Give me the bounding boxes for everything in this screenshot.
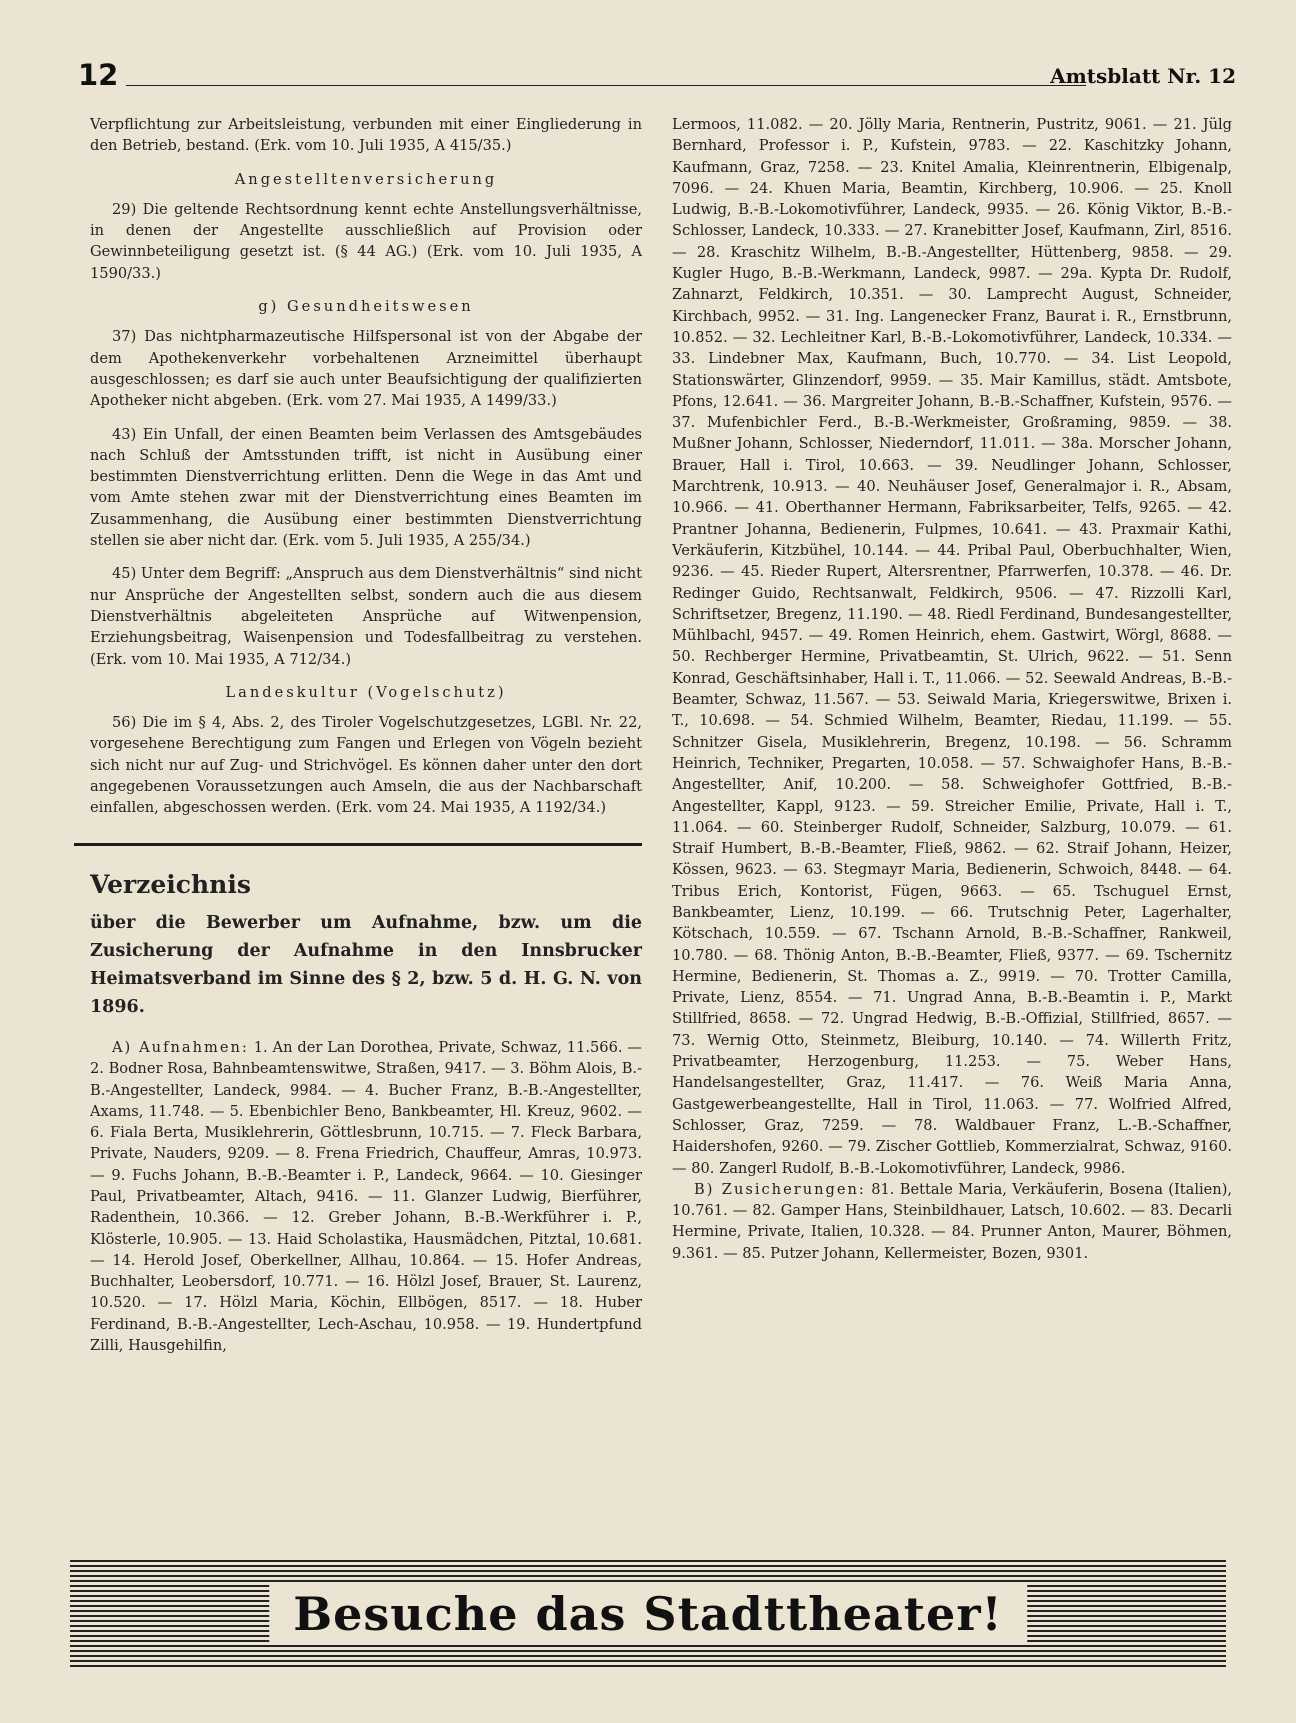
section-heading-angestelltenversicherung: Angestelltenversicherung (234, 170, 498, 188)
verzeichnis-title: Verzeichnis (90, 869, 251, 899)
paragraph-43: 43) Ein Unfall, der einen Beamten beim Verlassen des Amtsgebäudes nach Schluß der Amtsstunden trifft, ist nicht in Ausübung einer bestimmten Dienstverrichtung erlitten. Denn die Wege in das Amt und vom Amte stehen zwar mit der Dienstverrichtung eines Beamten im Zusammenhang, die Ausübung einer bestimmten Dienstverrichtung stellen sie aber nicht dar. (Erk. vom 5. Juli 1935, A 255/34.) (90, 425, 642, 550)
paragraph-intro: Verpflichtung zur Arbeitsleistung, verbunden mit einer Eingliederung in den Betrieb, bestand. (Erk. vom 10. Juli 1935, A 415/35.) (90, 116, 642, 155)
publication-title: Amtsblatt Nr. 12 (1050, 64, 1236, 88)
zusicherungen-list (672, 1179, 1232, 1264)
header-rule (126, 85, 1086, 86)
section-divider (74, 843, 642, 846)
aufnahmen-label: A) Aufnahmen: (112, 1038, 249, 1056)
section-heading-landeskultur: Landeskultur (Vogelschutz) (225, 683, 507, 701)
page-number: 12 (78, 58, 119, 92)
paragraph-45: 45) Unter dem Begriff: „Anspruch aus dem Dienstverhältnis“ sind nicht nur Ansprüche der Angestellten selbst, sondern auch die aus diesem Dienstverhältnis abgeleiteten Ansprüche auf Witwenpension, Erziehungsbeitrag, Waisenpension und Todesfallbeitrag zu verstehen. (Erk. vom 10. Mai 1935, A 712/34.) (90, 565, 642, 668)
left-column (90, 114, 642, 1356)
zusicherungen-entries: 81. Bettale Maria, Verkäuferin, Bosena (Italien), 10.761. — 82. Gamper Hans, Steinbildhauer, Latsch, 10.602. — 83. Decarli Hermine, Private, Italien, 10.328. — 84. Prunner Anton, Maurer, Böhmen, 9.361. — 85. Putzer Johann, Kellermeister, Bozen, 9301. (672, 1180, 1233, 1262)
right-column (672, 114, 1232, 1264)
page-header (78, 58, 1236, 94)
section-heading-gesundheitswesen: g) Gesundheitswesen (258, 298, 474, 316)
banner-text: Besuche das Stadttheater! (269, 1583, 1027, 1645)
advertisement-banner (70, 1560, 1226, 1668)
aufnahmen-list (90, 1037, 642, 1356)
paragraph-29: 29) Die geltende Rechtsordnung kennt echte Anstellungsverhältnisse, in denen der Angestellte ausschließlich auf Provision oder Gewinnbeteiligung gesetzt ist. (§ 44 AG.) (Erk. vom 10. Juli 1935, A 1590/33.) (90, 200, 642, 282)
verzeichnis-subtitle: über die Bewerber um Aufnahme, bzw. um die Zusicherung der Aufnahme in den Innsbrucker Heimatsverband im Sinne des § 2, bzw. 5 d. H. G. N. von 1896. (90, 912, 642, 1017)
zusicherungen-label: B) Zusicherungen: (694, 1180, 866, 1198)
aufnahmen-entries: 1. An der Lan Dorothea, Private, Schwaz, 11.566. — 2. Bodner Rosa, Bahnbeamtenswitwe, Straßen, 9417. — 3. Böhm Alois, B.-B.-Angestellter, Landeck, 9984. — 4. Bucher Franz, B.-B.-Angestellter, Axams, 11.748. — 5. Ebenbichler Beno, Bankbeamter, Hl. Kreuz, 9602. — 6. Fiala Berta, Musiklehrerin, Göttlesbrunn, 10.715. — 7. Fleck Barbara, Private, Nauders, 9209. — 8. Frena Friedrich, Chauffeur, Amras, 10.973. — 9. Fuchs Johann, B.-B.-Beamter i. P., Landeck, 9664. — 10. Giesinger Paul, Privatbeamter, Altach, 9416. — 11. Glanzer Ludwig, Bierführer, Radenthein, 10.366. — 12. Greber Johann, B.-B.-Werkführer i. P., Klösterle, 10.905. — 13. Haid Scholastika, Hausmädchen, Pitztal, 10.681. — 14. Herold Josef, Oberkellner, Allhau, 10.864. — 15. Hofer Andreas, Buchhalter, Leobersdorf, 10.771. — 16. Hölzl Josef, Brauer, St. Laurenz, 10.520. — 17. Hölzl Maria, Köchin, Ellbögen, 8517. — 18. Huber Ferdinand, B.-B.-Angestellter, Lech-Aschau, 10.958. — 19. Hundertpfund Zilli, Hausgehilfin, (90, 1038, 642, 1355)
paragraph-56: 56) Die im § 4, Abs. 2, des Tiroler Vogelschutzgesetzes, LGBl. Nr. 22, vorgesehene Berechtigung zum Fangen und Erlegen von Vögeln bezieht sich nicht nur auf Zug- und Strichvögel. Es können daher unter den dort angegebenen Voraussetzungen auch Amseln, die aus der Nachbarschaft einfallen, abgeschossen werden. (Erk. vom 24. Mai 1935, A 1192/34.) (90, 714, 642, 817)
paragraph-37: 37) Das nichtpharmazeutische Hilfspersonal ist von der Abgabe der dem Apothekenverkehr vorbehaltenen Arzneimittel überhaupt ausgeschlossen; es darf sie auch unter Beaufsichtigung der qualifizierten Apotheker nicht abgeben. (Erk. vom 27. Mai 1935, A 1499/33.) (90, 328, 642, 410)
aufnahmen-continued: Lermoos, 11.082. — 20. Jölly Maria, Rentnerin, Pustritz, 9061. — 21. Jülg Bernhard, Professor i. P., Kufstein, 9783. — 22. Kaschitzky Johann, Kaufmann, Graz, 7258. — 23. Knitel Amalia, Kleinrentnerin, Elbigenalp, 7096. — 24. Khuen Maria, Beamtin, Kirchberg, 10.906. — 25. Knoll Ludwig, B.-B.-Lokomotivführer, Landeck, 9935. — 26. König Viktor, B.-B.-Schlosser, Landeck, 10.333. — 27. Kranebitter Josef, Kaufmann, Zirl, 8516. — 28. Kraschitz Wilhelm, B.-B.-Angestellter, Hüttenberg, 9858. — 29. Kugler Hugo, B.-B.-Werkmann, Landeck, 9987. — 29a. Kypta Dr. Rudolf, Zahnarzt, Feldkirch, 10.351. — 30. Lamprecht August, Schneider, Kirchbach, 9952. — 31. Ing. Langenecker Franz, Baurat i. R., Ernstbrunn, 10.852. — 32. Lechleitner Karl, B.-B.-Lokomotivführer, Landeck, 10.334. — 33. Lindebner Max, Kaufmann, Buch, 10.770. — 34. List Leopold, Stationswärter, Glinzendorf, 9959. — 35. Mair Kamillus, städt. Amtsbote, Pfons, 12.641. — 36. Margreiter Johann, B.-B.-Schaffner, Kufstein, 9576. — 37. Mufenbichler Ferd., B.-B.-Werkmeister, Großraming, 9859. — 38. Mußner Johann, Schlosser, Niederndorf, 11.011. — 38a. Morscher Johann, Brauer, Hall i. Tirol, 10.663. — 39. Neudlinger Johann, Schlosser, Marchtrenk, 10.913. — 40. Neuhäuser Josef, Generalmajor i. R., Absam, 10.966. — 41. Oberthanner Hermann, Fabriksarbeiter, Telfs, 9265. — 42. Prantner Johanna, Bedienerin, Fulpmes, 10.641. — 43. Praxmair Kathi, Verkäuferin, Kitzbühel, 10.144. — 44. Pribal Paul, Oberbuchhalter, Wien, 9236. — 45. Rieder Rupert, Altersrentner, Pfarrwerfen, 10.378. — 46. Dr. Redinger Guido, Rechtsanwalt, Feldkirch, 9506. — 47. Rizzolli Karl, Schriftsetzer, Bregenz, 11.190. — 48. Riedl Ferdinand, Bundesangestellter, Mühlbachl, 9457. — 49. Romen Heinrich, ehem. Gastwirt, Wörgl, 8688. — 50. Rechberger Hermine, Privatbeamtin, St. Ulrich, 9622. — 51. Senn Konrad, Geschäftsinhaber, Hall i. T., 11.066. — 52. Seewald Andreas, B.-B.-Beamter, Schwaz, 11.567. — 53. Seiwald Maria, Kriegerswitwe, Brixen i. T., 10.698. — 54. Schmied Wilhelm, Beamter, Riedau, 11.199. — 55. Schnitzer Gisela, Musiklehrerin, Bregenz, 10.198. — 56. Schramm Heinrich, Techniker, Pregarten, 10.058. — 57. Schwaighofer Hans, B.-B.-Angestellter, Anif, 10.200. — 58. Schweighofer Gottfried, B.-B.-Angestellter, Kappl, 9123. — 59. Streicher Emilie, Private, Hall i. T., 11.064. — 60. Steinberger Rudolf, Schneider, Salzburg, 10.079. — 61. Straif Humbert, B.-B.-Beamter, Fließ, 9862. — 62. Straif Johann, Heizer, Kössen, 9623. — 63. Stegmayr Maria, Bedienerin, Schwoich, 8448. — 64. Tribus Erich, Kontorist, Fügen, 9663. — 65. Tschuguel Ernst, Bankbeamter, Lienz, 10.199. — 66. Trutschnig Peter, Lagerhalter, Kötschach, 10.559. — 67. Tschann Arnold, B.-B.-Schaffner, Rankweil, 10.780. — 68. Thönig Anton, B.-B.-Beamter, Fließ, 9377. — 69. Tschernitz Hermine, Bedienerin, St. Thomas a. Z., 9919. — 70. Trotter Camilla, Private, Lienz, 8554. — 71. Ungrad Anna, B.-B.-Beamtin i. P., Markt Stillfried, 8658. — 72. Ungrad Hedwig, B.-B.-Offizial, Stillfried, 8657. — 73. Wernig Otto, Steinmetz, Bleiburg, 10.140. — 74. Willerth Fritz, Privatbeamter, Herzogenburg, 11.253. — 75. Weber Hans, Handelsangestellter, Graz, 11.417. — 76. Weiß Maria Anna, Gastgewerbeangestellte, Hall in Tirol, 11.063. — 77. Wolfried Alfred, Schlosser, Graz, 7259. — 78. Waldbauer Franz, L.-B.-Schaffner, Haidershofen, 9260. — 79. Zischer Gottlieb, Kommerzialrat, Schwaz, 9160. — 80. Zangerl Rudolf, B.-B.-Lokomotivführer, Landeck, 9986. (672, 116, 1232, 1177)
